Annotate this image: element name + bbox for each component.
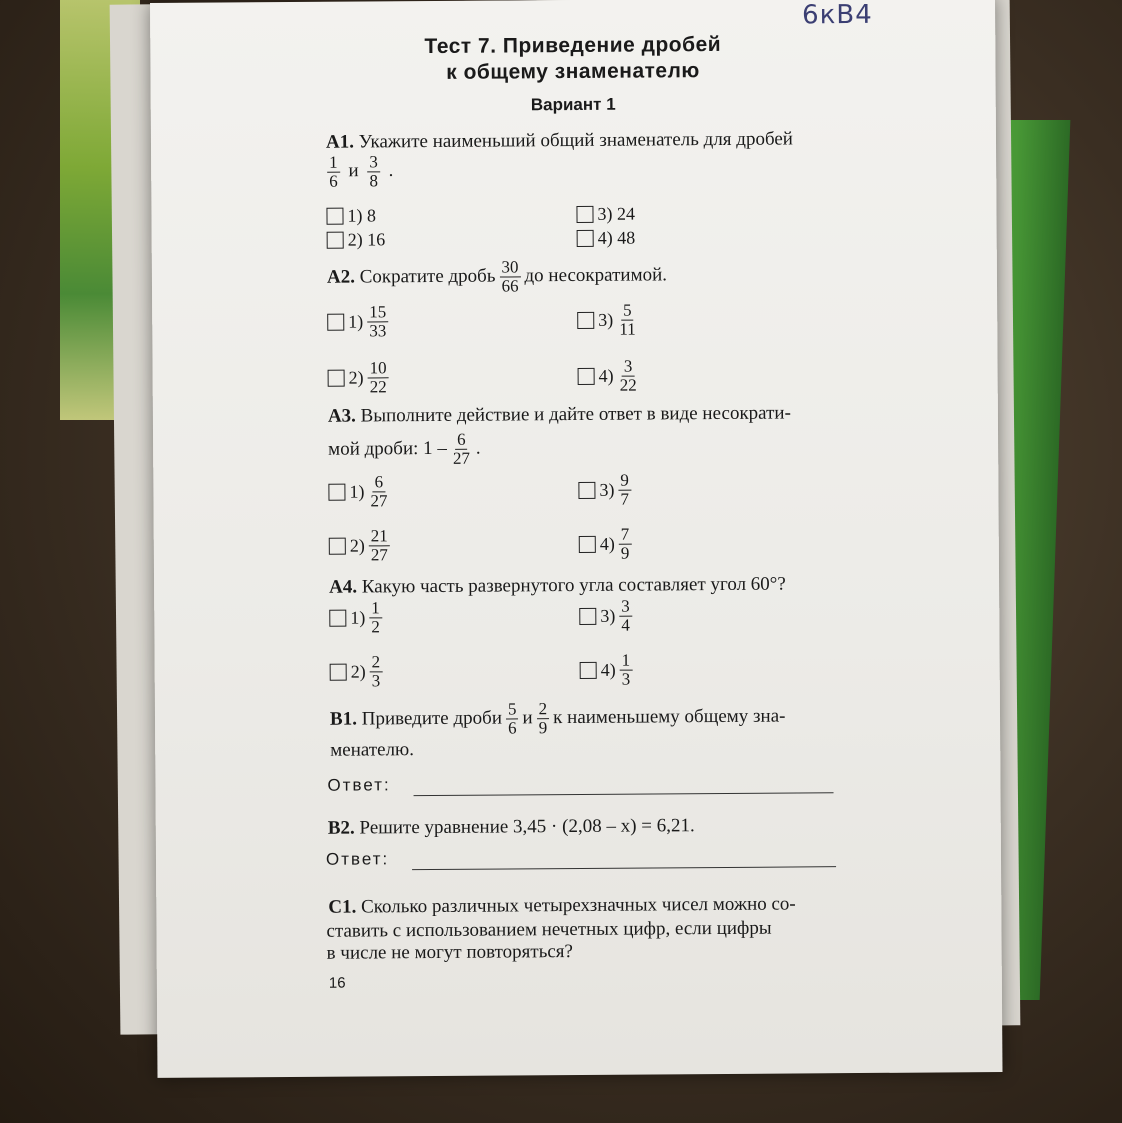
question-b1: В1. Приведите дроби $\frac{5}{6}$ и $\frac{2}{9}$ к наименьшему общему зна- bbox=[329, 699, 786, 738]
answer-option-a3-2[interactable]: 2) $\frac{21}{27}$ bbox=[329, 527, 394, 564]
answer-option-a4-2[interactable]: 2) $\frac{2}{3}$ bbox=[330, 653, 387, 690]
answer-option-a1-4[interactable]: 4) 48 bbox=[577, 228, 636, 249]
question-a2: А2. Сократите дробь $\frac{30}{66}$ до несократимой. bbox=[326, 257, 668, 296]
question-a4: А4. Какую часть развернутого угла составляет угол 60°? bbox=[329, 573, 786, 598]
fraction: $\frac{6}{27}$ bbox=[452, 429, 470, 468]
question-label: А1. bbox=[325, 131, 355, 153]
fraction: $\frac{2}{9}$ bbox=[538, 699, 548, 738]
answer-label-b2: Ответ: bbox=[325, 849, 390, 869]
variant-label: Вариант 1 bbox=[530, 94, 616, 115]
answer-option-a2-4[interactable]: 4) $\frac{3}{22}$ bbox=[577, 358, 642, 395]
checkbox[interactable] bbox=[327, 313, 344, 330]
question-a3-line2: мой дроби: 1 – $\frac{6}{27}$ . bbox=[328, 429, 481, 468]
answer-label-b1: Ответ: bbox=[327, 775, 391, 795]
question-c1: С1. Сколько различных четырехзначных чисел можно со- bbox=[328, 893, 796, 918]
fraction: $\frac{1}{6}$ bbox=[329, 152, 338, 191]
answer-option-a1-2[interactable]: 2) 16 bbox=[327, 229, 386, 250]
answer-option-a2-1[interactable]: 1) $\frac{15}{33}$ bbox=[327, 303, 392, 340]
conjunction: и bbox=[348, 160, 359, 182]
answer-option-a3-4[interactable]: 4) $\frac{7}{9}$ bbox=[579, 526, 636, 563]
answer-field-b1[interactable] bbox=[414, 792, 834, 796]
question-b1-line2: менателю. bbox=[330, 739, 415, 761]
answer-option-a3-1[interactable]: 1) $\frac{6}{27}$ bbox=[328, 473, 393, 510]
checkbox[interactable] bbox=[329, 537, 346, 554]
answer-option-a3-3[interactable]: 3) $\frac{9}{7}$ bbox=[578, 472, 635, 509]
checkbox[interactable] bbox=[330, 663, 347, 680]
answer-option-a2-2[interactable]: 2) $\frac{10}{22}$ bbox=[328, 359, 393, 396]
answer-field-b2[interactable] bbox=[412, 866, 836, 870]
checkbox[interactable] bbox=[580, 662, 597, 679]
checkbox[interactable] bbox=[576, 206, 593, 223]
checkbox[interactable] bbox=[577, 312, 594, 329]
question-a1-fractions: $\frac{1}{6}$ и $\frac{3}{8}$ . bbox=[329, 152, 394, 191]
answer-option-a4-4[interactable]: 4) $\frac{1}{3}$ bbox=[580, 652, 637, 689]
checkbox[interactable] bbox=[579, 608, 596, 625]
checkbox[interactable] bbox=[577, 230, 594, 247]
question-c1-line3: в числе не могут повторяться? bbox=[326, 941, 574, 964]
fraction: $\frac{5}{6}$ bbox=[507, 699, 517, 738]
checkbox[interactable] bbox=[327, 232, 344, 249]
answer-option-a4-3[interactable]: 3) $\frac{3}{4}$ bbox=[579, 598, 636, 635]
handwritten-note: 6кВ4 bbox=[802, 0, 873, 31]
checkbox[interactable] bbox=[579, 536, 596, 553]
page-title: Тест 7. Приведение дробей bbox=[424, 32, 722, 59]
checkbox[interactable] bbox=[578, 368, 595, 385]
checkbox[interactable] bbox=[329, 609, 346, 626]
answer-option-a1-3[interactable]: 3) 24 bbox=[576, 204, 635, 225]
checkbox[interactable] bbox=[326, 208, 343, 225]
answer-option-a1-1[interactable]: 1) 8 bbox=[326, 205, 376, 226]
page-number: 16 bbox=[328, 974, 346, 992]
fraction: $\frac{30}{66}$ bbox=[501, 257, 519, 296]
question-text: Укажите наименьший общий знаменатель для дробей bbox=[358, 128, 794, 153]
question-a3: А3. Выполните действие и дайте ответ в виде несократи- bbox=[327, 402, 791, 427]
answer-option-a2-3[interactable]: 3) $\frac{5}{11}$ bbox=[577, 302, 642, 339]
question-a1 bbox=[326, 128, 793, 153]
page-subtitle: к общему знаменателю bbox=[446, 59, 700, 84]
checkbox[interactable] bbox=[578, 482, 595, 499]
checkbox[interactable] bbox=[328, 369, 345, 386]
question-b2: В2. Решите уравнение 3,45 · (2,08 – x) = 6,21. bbox=[327, 815, 695, 839]
checkbox[interactable] bbox=[328, 483, 345, 500]
fraction: $\frac{3}{8}$ bbox=[369, 152, 378, 191]
worksheet-page bbox=[150, 0, 1002, 1078]
question-c1-line2: ставить с использованием нечетных цифр, если цифры bbox=[326, 917, 772, 942]
answer-option-a4-1[interactable]: 1) $\frac{1}{2}$ bbox=[329, 599, 386, 636]
